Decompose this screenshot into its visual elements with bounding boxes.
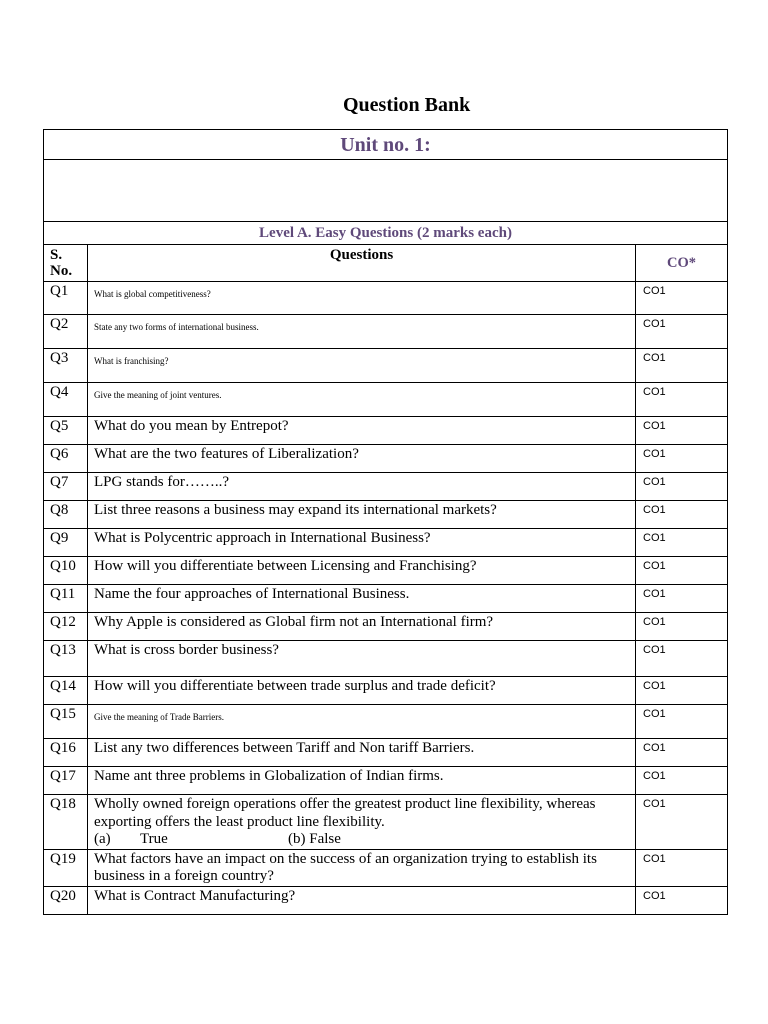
- question-row-q18: [44, 795, 728, 850]
- question-row-q2: [44, 315, 728, 349]
- question-row-q1: [44, 282, 728, 315]
- option-b: (b) False: [288, 831, 341, 847]
- question-number: Q11: [44, 585, 88, 613]
- question-row-q19: [44, 849, 728, 886]
- question-cell: [88, 795, 636, 850]
- question-row-q12: [44, 613, 728, 641]
- header-sno: [44, 245, 88, 282]
- co-value: CO1: [636, 585, 728, 613]
- question-number: Q1: [44, 282, 88, 315]
- question-row-q3: [44, 349, 728, 383]
- co-value: CO1: [636, 349, 728, 383]
- question-row-q7: [44, 473, 728, 501]
- question-number: Q4: [44, 383, 88, 417]
- question-number: Q7: [44, 473, 88, 501]
- unit-heading: Unit no. 1:: [44, 130, 728, 160]
- unit-row: [44, 130, 728, 160]
- co-value: CO1: [636, 677, 728, 705]
- question-text: How will you differentiate between trade surplus and trade deficit?: [88, 677, 636, 705]
- question-text: What is franchising?: [88, 349, 636, 383]
- question-row-q14: [44, 677, 728, 705]
- level-heading: Level A. Easy Questions (2 marks each): [44, 222, 728, 245]
- question-number: Q17: [44, 767, 88, 795]
- question-number: Q12: [44, 613, 88, 641]
- question-text: Name ant three problems in Globalization of Indian firms.: [88, 767, 636, 795]
- question-text: List any two differences between Tariff and Non tariff Barriers.: [88, 739, 636, 767]
- question-text: Give the meaning of joint ventures.: [88, 383, 636, 417]
- co-value: CO1: [636, 417, 728, 445]
- question-text: LPG stands for……..?: [88, 473, 636, 501]
- question-text: What is Polycentric approach in International Business?: [88, 529, 636, 557]
- question-text: State any two forms of international business.: [88, 315, 636, 349]
- question-row-q17: [44, 767, 728, 795]
- question-number: Q10: [44, 557, 88, 585]
- question-text: How will you differentiate between Licensing and Franchising?: [88, 557, 636, 585]
- co-value: CO1: [636, 501, 728, 529]
- question-text: Wholly owned foreign operations offer the greatest product line flexibility, whereas exporting offers the least product line flexibility.: [94, 796, 596, 830]
- level-row: [44, 222, 728, 245]
- co-value: CO1: [636, 795, 728, 850]
- question-text: What is global competitiveness?: [88, 282, 636, 315]
- question-number: Q5: [44, 417, 88, 445]
- option-a-text: True: [140, 831, 168, 847]
- question-text: List three reasons a business may expand its international markets?: [88, 501, 636, 529]
- question-text: Why Apple is considered as Global firm not an International firm?: [88, 613, 636, 641]
- co-value: CO1: [636, 767, 728, 795]
- question-row-q8: [44, 501, 728, 529]
- question-number: Q9: [44, 529, 88, 557]
- question-row-q5: [44, 417, 728, 445]
- question-text: What are the two features of Liberalization?: [88, 445, 636, 473]
- co-value: CO1: [636, 315, 728, 349]
- question-row-q15: [44, 705, 728, 739]
- question-number: Q3: [44, 349, 88, 383]
- header-co: CO*: [636, 245, 728, 282]
- header-questions: Questions: [88, 245, 636, 282]
- question-number: Q13: [44, 641, 88, 677]
- question-row-q13: [44, 641, 728, 677]
- co-value: CO1: [636, 641, 728, 677]
- co-value: CO1: [636, 849, 728, 886]
- question-text: Name the four approaches of International Business.: [88, 585, 636, 613]
- question-text: What factors have an impact on the success of an organization trying to establish its business in a foreign country?: [88, 849, 636, 886]
- question-row-q6: [44, 445, 728, 473]
- question-row-q9: [44, 529, 728, 557]
- co-value: CO1: [636, 529, 728, 557]
- question-number: Q2: [44, 315, 88, 349]
- question-text: What is cross border business?: [88, 641, 636, 677]
- co-value: CO1: [636, 705, 728, 739]
- question-number: Q20: [44, 886, 88, 914]
- question-row-q20: [44, 886, 728, 914]
- header-sno-label: S. No.: [50, 247, 73, 279]
- question-number: Q6: [44, 445, 88, 473]
- co-value: CO1: [636, 557, 728, 585]
- question-number: Q15: [44, 705, 88, 739]
- question-row-q11: [44, 585, 728, 613]
- answer-options: [94, 831, 629, 849]
- question-row-q16: [44, 739, 728, 767]
- co-value: CO1: [636, 613, 728, 641]
- question-row-q10: [44, 557, 728, 585]
- question-number: Q8: [44, 501, 88, 529]
- co-value: CO1: [636, 473, 728, 501]
- question-text: Give the meaning of Trade Barriers.: [88, 705, 636, 739]
- question-number: Q16: [44, 739, 88, 767]
- option-a-label: (a): [94, 831, 111, 847]
- blank-cell: [44, 160, 728, 222]
- co-value: CO1: [636, 282, 728, 315]
- co-value: CO1: [636, 445, 728, 473]
- page-title: Question Bank: [343, 94, 471, 116]
- question-number: Q14: [44, 677, 88, 705]
- co-value: CO1: [636, 739, 728, 767]
- question-number: Q18: [44, 795, 88, 850]
- header-row: [44, 245, 728, 282]
- question-row-q4: [44, 383, 728, 417]
- co-value: CO1: [636, 383, 728, 417]
- question-text: What is Contract Manufacturing?: [88, 886, 636, 914]
- question-bank-table: [43, 129, 728, 915]
- question-number: Q19: [44, 849, 88, 886]
- co-value: CO1: [636, 886, 728, 914]
- blank-row: [44, 160, 728, 222]
- question-text: What do you mean by Entrepot?: [88, 417, 636, 445]
